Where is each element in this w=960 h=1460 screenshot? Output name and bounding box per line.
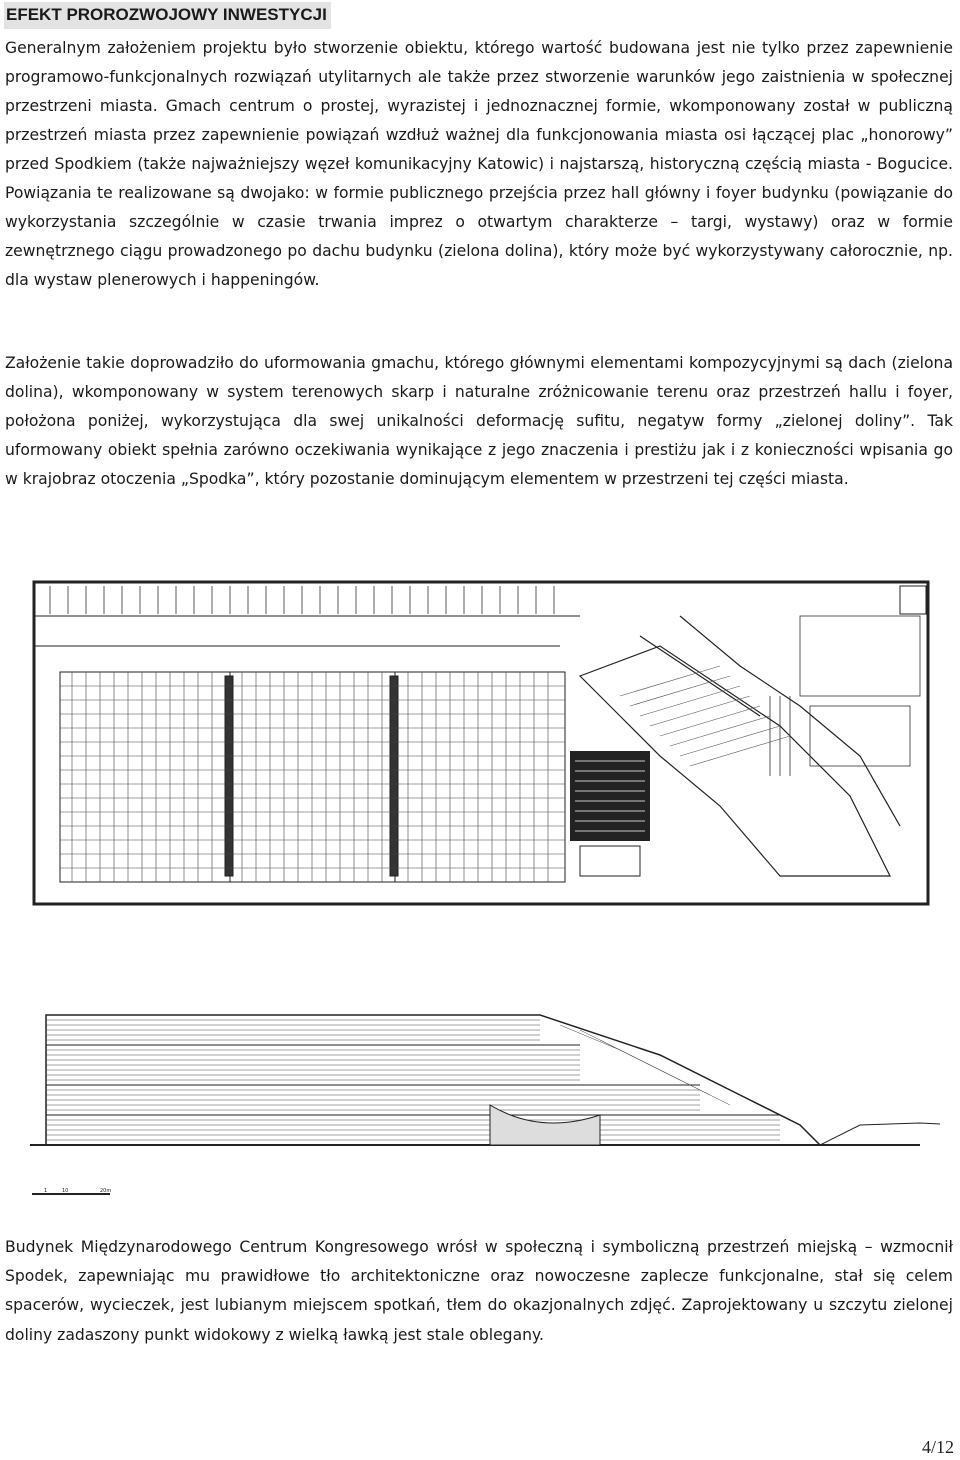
page-number: 4/12 <box>921 1437 954 1457</box>
section-heading: EFEKT PROROZWOJOWY INWESTYCJI <box>4 2 331 29</box>
paragraph-composition: Założenie takie doprowadziło do uformowania gmachu, którego głównymi elementami kompozycyjnymi są dach (zielona dolina), wkomponowany w system terenowych skarp i naturalne zróżnicowanie terenu oraz przestrzeń hallu i foyer, położona poniżej, wykorzystująca dla swej unikalności deformację sufitu, negatyw formy „zielonej doliny”. Tak uformowany obiekt spełnia zarówno oczekiwania wynikające z jego znaczenia i prestiżu jak i z konieczności wpisania go w krajobraz otoczenia „Spodka”, który pozostanie dominującym elementem w przestrzeni tej części miasta. <box>5 354 953 488</box>
scale-bar <box>30 1186 120 1200</box>
paragraph-intro: Generalnym założeniem projektu było stworzenie obiektu, którego wartość budowana jest nie tylko przez zapewnienie programowo-funkcjonalnych rozwiązań utylitarnych ale także przez stworzenie warunków jego zaistnienia w społecznej przestrzeni miasta. Gmach centrum o prostej, wyrazistej i jednoznacznej formie, wkomponowany został w publiczną przestrzeń miasta przez zapewnienie powiązań wzdłuż ważnej dla funkcjonowania miasta osi łączącej plac „honorowy” przed Spodkiem (także najważniejszy węzeł komunikacyjny Katowic) i najstarszą, historyczną częścią miasta - Bogucice. Powiązania te realizowane są dwojako: w formie publicznego przejścia przez hall główny i foyer budynku (powiązanie do wykorzystania szczególnie w czasie trwania imprez o otwartym charakterze – targi, wystawy) oraz w formie zewnętrznego ciągu prowadzonego po dachu budynku (zielona dolina), który może być wykorzystywany całorocznie, np. dla wystaw plenerowych i happeningów. <box>5 39 953 289</box>
scale-tick-2: 20m <box>100 1188 112 1194</box>
cross-section-drawing <box>20 1005 940 1155</box>
scale-tick-1: 10 <box>62 1188 69 1194</box>
scale-tick-0: 1 <box>44 1188 48 1194</box>
paragraph-summary: Budynek Międzynarodowego Centrum Kongresowego wrósł w społeczną i symboliczną przestrzeń miejską – wzmocnił Spodek, zapewniając mu prawidłowe tło architektoniczne oraz nowoczesne zaplecze funkcjonalne, stał się celem spacerów, wycieczek, jest lubianym miejscem spotkań, tłem do okazjonalnych zdjęć. Zaprojektowany u szczytu zielonej doliny zadaszony punkt widokowy z wielką ławką jest stale oblegany. <box>5 1238 953 1344</box>
floor-plan-drawing <box>20 576 940 976</box>
